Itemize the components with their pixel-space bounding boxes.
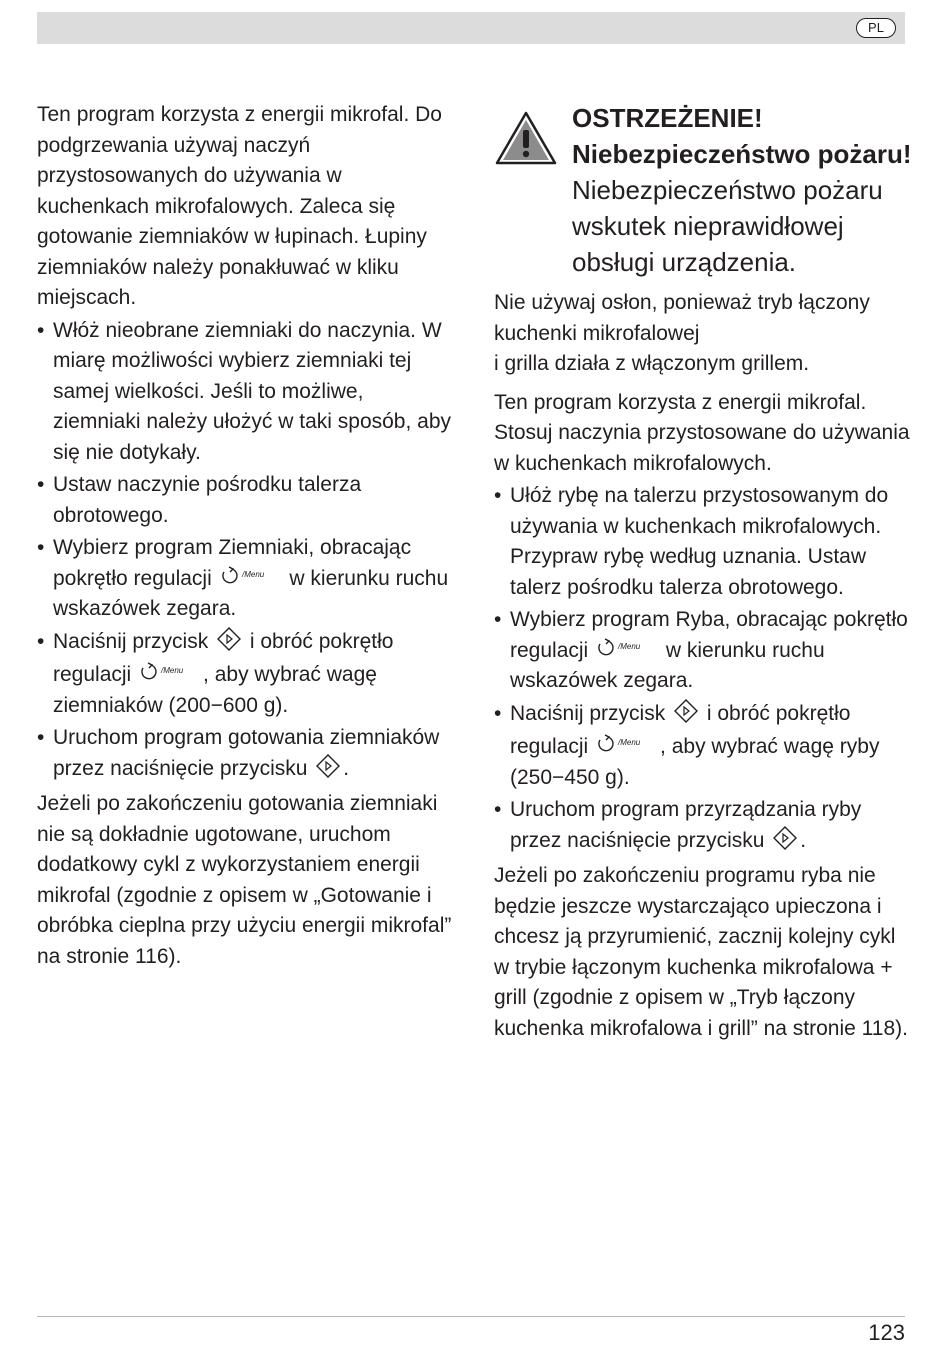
svg-text:/Menu: /Menu — [241, 569, 264, 579]
warning-paragraph-line: Nie używaj osłon, ponieważ tryb łączony kuchenki mikrofalowej — [494, 291, 870, 345]
start-button-icon — [773, 826, 797, 860]
list-item-text: Włóż nieobrane ziemniaki do naczynia. W miarę możliwości wybierz ziemniaki tej samej wielkości. Jeśli to możliwe, ziemniaki należy ułożyć w taki sposób, aby się nie dotykały. — [53, 318, 452, 464]
right-column — [494, 100, 914, 1044]
left-column — [37, 100, 452, 972]
list-item — [37, 470, 452, 531]
dial-menu-icon — [220, 564, 282, 595]
list-item — [494, 795, 914, 859]
warning-triangle-icon — [494, 110, 558, 166]
warning-block — [494, 100, 914, 288]
warning-paragraph — [494, 288, 914, 380]
svg-text:/Menu: /Menu — [618, 641, 641, 651]
page-number: 123 — [868, 1320, 905, 1345]
header-bar — [37, 12, 905, 44]
list-item-text: w kierunku ruchu wskazówek zegara. — [510, 638, 825, 693]
list-item-text: Ustaw naczynie pośrodku talerza obrotowego. — [53, 473, 362, 527]
list-item — [37, 627, 452, 722]
list-item-text: . — [800, 828, 807, 852]
start-button-icon — [316, 754, 340, 788]
list-item-text: Naciśnij przycisk — [510, 701, 672, 725]
start-button-icon — [674, 699, 698, 733]
list-item-text: . — [343, 756, 350, 780]
list-item-text: i obróć pokrętło regulacji — [510, 701, 851, 759]
warning-title: OSTRZEŻENIE! — [572, 103, 763, 133]
list-item-text: Wybierz program Ryba, obracając pokrętło regulacji — [510, 608, 908, 662]
svg-text:/Menu: /Menu — [618, 738, 641, 748]
language-badge: PL — [856, 18, 896, 38]
list-item-text: Wybierz program Ziemniaki, obracając pokrętło regulacji — [53, 536, 412, 590]
list-item-text: i obróć pokrętło regulacji — [53, 629, 394, 687]
list-item — [37, 316, 452, 469]
list-item-text: Ułóż rybę na talerzu przystosowanym do używania w kuchenkach mikrofalowych. Przypraw rybę według uznania. Ustaw talerz pośrodku talerza obrotowego. — [510, 484, 889, 599]
svg-text:/Menu: /Menu — [161, 666, 184, 676]
instruction-list — [37, 316, 452, 788]
list-item-text: Uruchom program gotowania ziemniaków przez naciśnięcie przycisku — [53, 726, 440, 780]
intro-paragraph: Ten program korzysta z energii mikrofal. Do podgrzewania używaj naczyń przystosowanych do używania w kuchenkach mikrofalowych. Zaleca się gotowanie ziemniaków w łupinach. Łupiny ziemniaków należy ponakłuwać w kliku miejscach. — [37, 103, 442, 309]
list-item — [494, 605, 914, 697]
warning-body: Niebezpieczeństwo pożaru wskutek nieprawidłowej obsługi urządzenia. — [572, 175, 883, 277]
list-item — [37, 533, 452, 625]
warning-subtitle: Niebezpieczeństwo pożaru! — [572, 139, 912, 169]
list-item-text: Naciśnij przycisk — [53, 629, 215, 653]
list-item-text: , aby wybrać wagę ryby (250−450 g). — [510, 735, 880, 789]
list-item — [494, 699, 914, 794]
dial-menu-icon — [596, 636, 658, 667]
list-item-text: w kierunku ruchu wskazówek zegara. — [53, 566, 449, 621]
list-item-text: , aby wybrać wagę ziemniaków (200−600 g). — [53, 663, 377, 717]
list-item — [494, 481, 914, 603]
list-item-text: Uruchom program przyrządzania ryby przez naciśnięcie przycisku — [510, 798, 862, 852]
warning-paragraph-line: i grilla działa z włączonym grillem. — [494, 352, 810, 375]
dial-menu-icon — [139, 660, 201, 691]
start-button-icon — [217, 627, 241, 661]
closing-paragraph: Jeżeli po zakończeniu gotowania ziemniaki nie są dokładnie ugotowane, uruchom dodatkowy cykl z wykorzystaniem energii mikrofal (zgodnie z opisem w „Gotowanie i obróbka cieplna przy użyciu energii mikrofal” na stronie 116). — [37, 792, 452, 968]
dial-menu-icon — [596, 732, 658, 763]
footer-divider — [37, 1316, 905, 1317]
instruction-list — [494, 481, 914, 859]
closing-paragraph: Jeżeli po zakończeniu programu ryba nie będzie jeszcze wystarczająco upieczona i chcesz ją przyrumienić, zacznij kolejny cykl w trybie łączonym kuchenka mikrofalowa + grill (zgodnie z opisem w „Tryb łączony kuchenka mikrofalowa i grill” na stronie 118). — [494, 864, 908, 1040]
list-item — [37, 723, 452, 787]
intro-paragraph: Ten program korzysta z energii mikrofal. Stosuj naczynia przystosowane do używania w kuchenkach mikrofalowych. — [494, 390, 910, 475]
